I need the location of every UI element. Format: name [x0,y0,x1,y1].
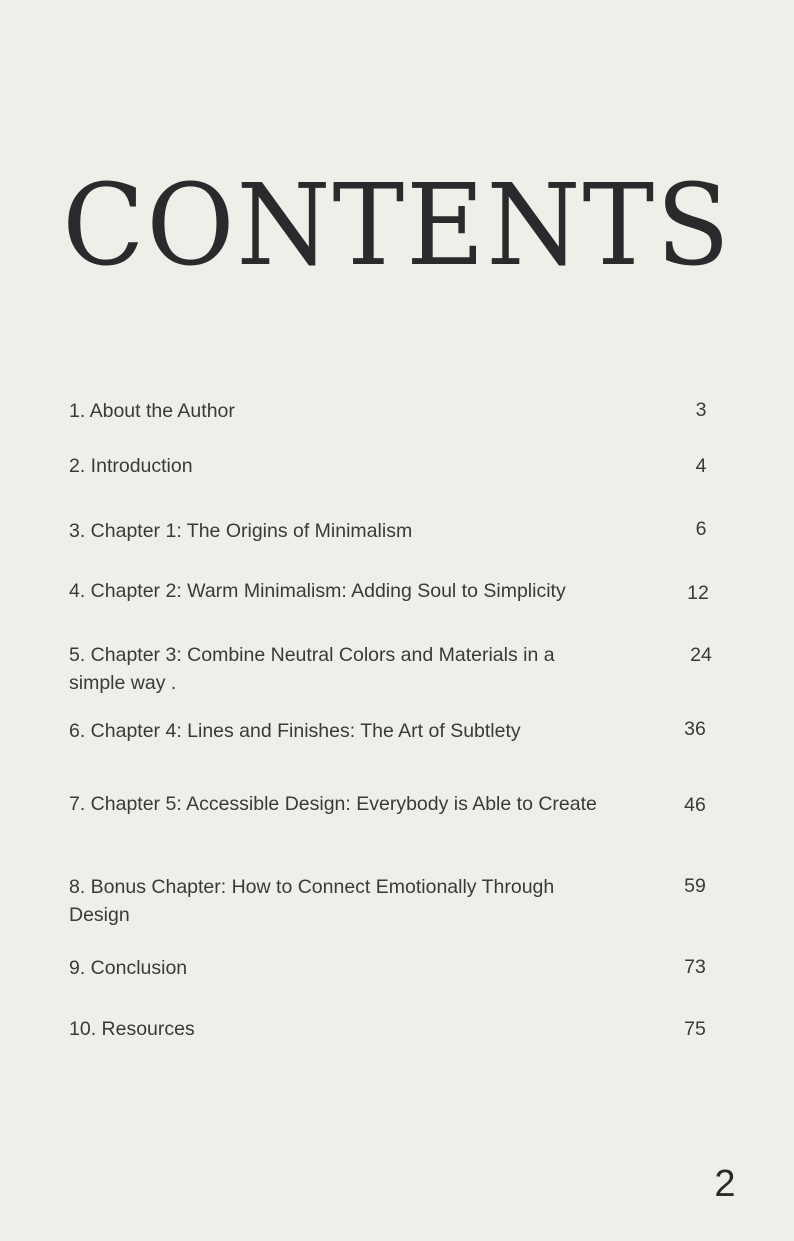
toc-entry-title: 2. Introduction [69,455,193,477]
toc-entry-page: 12 [687,582,709,604]
toc-entry-page: 59 [684,875,706,897]
toc-entry-page: 75 [684,1018,706,1040]
toc-entry-page: 36 [684,718,706,740]
toc-entry-page: 3 [695,399,707,421]
toc-entry-title: 5. Chapter 3: Combine Neutral Colors and Materials in a simple way . [69,644,555,694]
toc-entry-page: 6 [695,518,707,540]
toc-entry-page: 24 [690,644,712,666]
toc-entry-page: 46 [684,794,706,816]
toc-entry-page: 4 [695,455,707,477]
toc-entry-title: 10. Resources [69,1018,195,1040]
toc-entry-title: 4. Chapter 2: Warm Minimalism: Adding Soul to Simplicity [69,580,566,602]
toc-entry-title: 9. Conclusion [69,957,188,979]
page-number: 2 [714,1163,736,1205]
page-title: CONTENTS [62,161,732,291]
toc-entry-title: 7. Chapter 5: Accessible Design: Everybody is Able to Create [69,793,597,815]
toc-entry-page: 73 [684,956,706,978]
toc-entry-title: 8. Bonus Chapter: How to Connect Emotionally Through Design [69,876,555,926]
toc-entry-title: 1. About the Author [69,400,235,422]
toc-entry-title: 3. Chapter 1: The Origins of Minimalism [69,520,413,542]
toc-entry-title: 6. Chapter 4: Lines and Finishes: The Art of Subtlety [69,720,521,742]
